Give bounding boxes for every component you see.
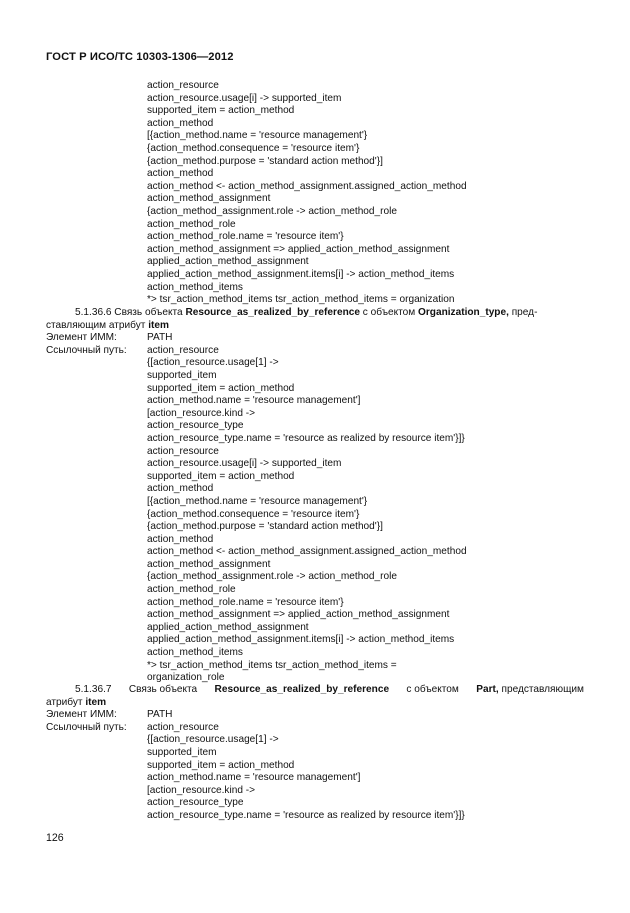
path-line	[0, 256, 630, 269]
path-line	[0, 660, 630, 673]
path-line-text: [{action_method.name = 'resource management'}	[147, 495, 368, 507]
path-line	[0, 80, 630, 93]
path-line	[0, 483, 630, 496]
path-line-text: action_method_assignment => applied_action_method_assignment	[147, 243, 450, 255]
path-line	[0, 370, 630, 383]
section-heading-continuation	[0, 697, 630, 710]
attribute-name: item	[148, 319, 169, 331]
section-text: пред-	[511, 307, 538, 318]
reference-path-lines	[0, 345, 630, 685]
path-line-text: *> tsr_action_method_items tsr_action_method_items = organization	[147, 294, 455, 306]
path-line-text: supported_item = action_method	[147, 105, 295, 117]
target-object-name: Organization_type,	[418, 307, 509, 318]
path-line-text: {[action_resource.usage[1] ->	[147, 357, 279, 369]
section-text: Связь объекта	[114, 307, 183, 318]
element-row	[0, 332, 630, 345]
path-line	[0, 105, 630, 118]
path-line-text: *> tsr_action_method_items tsr_action_method_items =	[147, 659, 397, 671]
section-text: с объектом	[362, 307, 416, 318]
path-line	[0, 93, 630, 106]
path-line	[0, 219, 630, 232]
path-line	[0, 231, 630, 244]
section-text: атрибут	[46, 696, 83, 708]
path-line	[0, 357, 630, 370]
path-line	[0, 496, 630, 509]
element-value: PATH	[147, 709, 173, 721]
path-line	[0, 458, 630, 471]
path-line-text: action_method <- action_method_assignment.assigned_action_method	[147, 180, 467, 192]
path-line-text: action_resource.usage[i] -> supported_item	[147, 92, 342, 104]
path-line	[0, 534, 630, 547]
path-line-text: [{action_method.name = 'resource management'}	[147, 130, 368, 142]
path-line-text: action_resource_type	[147, 797, 244, 809]
path-line-text: [action_resource.kind ->	[147, 784, 256, 796]
path-line-text: supported_item = action_method	[147, 382, 295, 394]
path-line-text: supported_item	[147, 369, 217, 381]
object-name: Resource_as_realized_by_reference	[214, 684, 390, 695]
reference-path-label: Ссылочный путь:	[46, 344, 127, 356]
section-text: ставляющим атрибут	[46, 319, 146, 331]
section-text: представляющим	[501, 684, 584, 695]
path-line	[0, 193, 630, 206]
section-text: с объектом	[406, 684, 459, 695]
path-line	[0, 181, 630, 194]
path-line	[0, 546, 630, 559]
path-line-text: {action_method.purpose = 'standard action method'}]	[147, 521, 383, 533]
attribute-name: item	[85, 696, 107, 708]
path-line-text: action_method_assignment	[147, 193, 271, 205]
reference-path-continuation	[0, 80, 630, 307]
path-line	[0, 471, 630, 484]
path-line	[0, 118, 630, 131]
path-line	[0, 294, 630, 307]
path-line-text: action_method	[147, 533, 214, 545]
section-5-1-36-6	[0, 307, 630, 697]
section-heading	[0, 684, 630, 697]
path-line-text: action_method	[147, 483, 214, 495]
path-line	[0, 130, 630, 143]
reference-path-lines	[0, 722, 630, 823]
path-line-text: action_resource_type.name = 'resource as realized by resource item'}]}	[147, 432, 465, 444]
path-line-text: organization_role	[147, 672, 225, 684]
path-line	[0, 420, 630, 433]
path-line	[0, 810, 630, 823]
path-line	[0, 584, 630, 597]
path-line-text: supported_item = action_method	[147, 470, 295, 482]
path-line	[0, 446, 630, 459]
path-line-text: applied_action_method_assignment.items[i] -> action_method_items	[147, 268, 455, 280]
path-line	[0, 509, 630, 522]
path-line	[0, 634, 630, 647]
path-line	[0, 383, 630, 396]
path-line-text: action_method.name = 'resource management']	[147, 395, 361, 407]
path-line-text: action_method_role	[147, 218, 236, 230]
path-line	[0, 244, 630, 257]
path-line-text: action_resource_type	[147, 420, 244, 432]
path-line	[0, 722, 630, 735]
element-value: PATH	[147, 332, 173, 344]
path-line-text: action_resource	[147, 721, 219, 733]
path-line-text: action_method_role.name = 'resource item'}	[147, 231, 344, 243]
path-line-text: {action_method.purpose = 'standard action method'}]	[147, 155, 383, 167]
path-line-text: action_method	[147, 117, 214, 129]
path-line	[0, 747, 630, 760]
path-line	[0, 597, 630, 610]
path-line-text: supported_item	[147, 746, 217, 758]
path-line	[0, 168, 630, 181]
object-name: Resource_as_realized_by_reference	[185, 307, 360, 318]
element-label: Элемент ИММ:	[46, 709, 117, 721]
path-line-text: action_resource.usage[i] -> supported_item	[147, 458, 342, 470]
path-line-text: {action_method_assignment.role -> action_method_role	[147, 205, 397, 217]
path-line	[0, 622, 630, 635]
path-line	[0, 785, 630, 798]
path-line-text: action_method.name = 'resource management']	[147, 772, 361, 784]
path-line-text: {action_method.consequence = 'resource item'}	[147, 142, 360, 154]
path-line-text: action_resource_type.name = 'resource as realized by resource item'}]}	[147, 809, 465, 821]
path-line	[0, 672, 630, 685]
path-line-text: action_method_assignment => applied_action_method_assignment	[147, 609, 450, 621]
path-line	[0, 559, 630, 572]
path-line-text: action_resource	[147, 344, 219, 356]
path-line	[0, 647, 630, 660]
path-line	[0, 143, 630, 156]
path-line-text: action_method_role.name = 'resource item'}	[147, 596, 344, 608]
path-line-text: applied_action_method_assignment.items[i] -> action_method_items	[147, 634, 455, 646]
path-line-text: action_resource	[147, 80, 219, 91]
path-line	[0, 345, 630, 358]
target-object-name: Part,	[476, 684, 499, 695]
path-line	[0, 156, 630, 169]
path-line	[0, 282, 630, 295]
reference-path-label: Ссылочный путь:	[46, 721, 127, 733]
section-number: 5.1.36.6	[75, 307, 112, 318]
path-line-text: supported_item = action_method	[147, 759, 295, 771]
path-line-text: action_method <- action_method_assignment.assigned_action_method	[147, 546, 467, 558]
path-line	[0, 433, 630, 446]
page-header: ГОСТ Р ИСО/ТС 10303-1306—2012	[46, 51, 234, 63]
path-line	[0, 571, 630, 584]
path-line	[0, 797, 630, 810]
section-number: 5.1.36.7	[75, 684, 112, 695]
path-line	[0, 760, 630, 773]
path-line	[0, 206, 630, 219]
path-line-text: {action_method.consequence = 'resource item'}	[147, 508, 360, 520]
path-line-text: applied_action_method_assignment	[147, 621, 309, 633]
section-heading-continuation	[0, 320, 630, 333]
path-line-text: action_method_items	[147, 647, 243, 659]
path-line	[0, 521, 630, 534]
path-line	[0, 269, 630, 282]
path-line	[0, 772, 630, 785]
path-line-text: [action_resource.kind ->	[147, 407, 256, 419]
path-line-text: applied_action_method_assignment	[147, 256, 309, 268]
path-line-text: {[action_resource.usage[1] ->	[147, 734, 279, 746]
path-line	[0, 408, 630, 421]
section-text: Связь объекта	[128, 684, 198, 695]
path-line-text: {action_method_assignment.role -> action_method_role	[147, 571, 397, 583]
element-label: Элемент ИММ:	[46, 332, 117, 344]
path-line	[0, 734, 630, 747]
path-line-text: action_method_role	[147, 584, 236, 596]
section-heading	[0, 307, 630, 320]
path-line-text: action_method_items	[147, 281, 243, 293]
path-line-text: action_method_assignment	[147, 558, 271, 570]
path-line-text: action_method	[147, 168, 214, 180]
path-line	[0, 395, 630, 408]
page-number: 126	[46, 832, 64, 844]
element-row	[0, 709, 630, 722]
section-5-1-36-7	[0, 684, 630, 835]
path-line	[0, 609, 630, 622]
path-line-text: action_resource	[147, 445, 219, 457]
